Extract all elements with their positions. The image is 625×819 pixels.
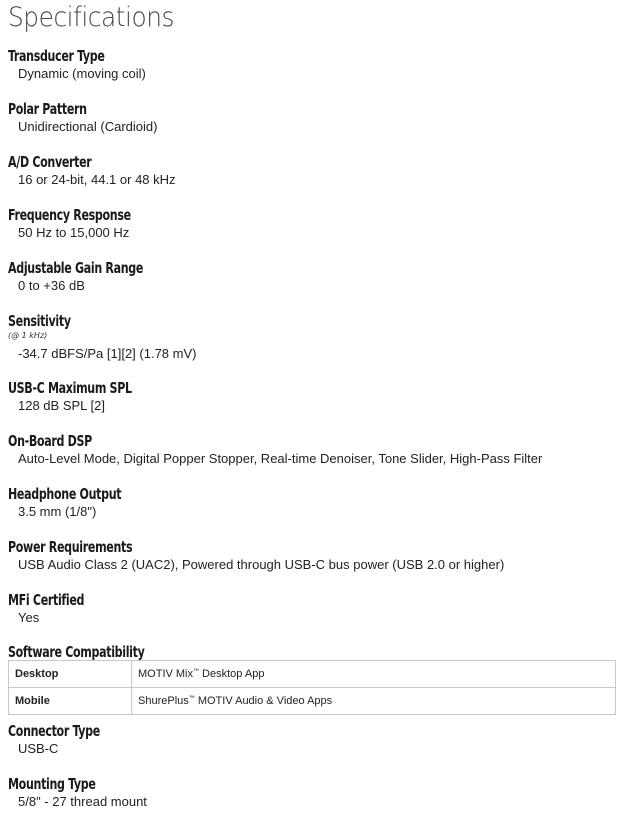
spec-value: USB Audio Class 2 (UAC2), Powered through USB-C bus power (USB 2.0 or higher) [18, 557, 505, 572]
spec-label: Software Compatibility [8, 643, 145, 661]
spec-transducer-type [8, 47, 618, 83]
app-name: MOTIV Mix [138, 668, 193, 680]
trademark-mark: ™ [193, 668, 199, 675]
spec-sensitivity [8, 312, 618, 363]
spec-label: MFi Certified [8, 591, 85, 609]
spec-connector-type [8, 722, 618, 758]
spec-value: USB-C [18, 741, 59, 756]
app-name: ShurePlus [138, 695, 189, 707]
table-cell-value [132, 661, 616, 688]
table-cell-key: Mobile [9, 688, 132, 715]
spec-usb-c-max-spl [8, 379, 618, 415]
table-row [9, 661, 616, 688]
spec-label: Connector Type [8, 722, 100, 740]
spec-software-compatibility [8, 643, 618, 661]
spec-label: Headphone Output [8, 485, 122, 503]
spec-note: (@ 1 kHz) [8, 331, 48, 340]
spec-on-board-dsp [8, 432, 618, 468]
page-title: Specifications [8, 2, 174, 33]
spec-label: Transducer Type [8, 47, 105, 65]
spec-value: 3.5 mm (1/8") [18, 504, 97, 519]
spec-label: Frequency Response [8, 206, 131, 224]
spec-value: Unidirectional (Cardioid) [18, 119, 158, 134]
spec-value: Dynamic (moving coil) [18, 66, 146, 81]
app-name-rest: Desktop App [199, 668, 265, 680]
spec-value: 50 Hz to 15,000 Hz [18, 225, 130, 240]
spec-label: A/D Converter [8, 153, 92, 171]
software-compatibility-table [8, 660, 616, 715]
spec-frequency-response [8, 206, 618, 242]
spec-value: -34.7 dBFS/Pa [1][2] (1.78 mV) [18, 346, 197, 361]
spec-value: 16 or 24-bit, 44.1 or 48 kHz [18, 172, 176, 187]
spec-label: USB-C Maximum SPL [8, 379, 132, 397]
spec-label: Sensitivity [8, 312, 71, 330]
spec-value: Auto-Level Mode, Digital Popper Stopper, Real-time Denoiser, Tone Slider, High-Pass Filter [18, 451, 543, 466]
spec-power-requirements [8, 538, 618, 574]
spec-polar-pattern [8, 100, 618, 136]
spec-ad-converter [8, 153, 618, 189]
spec-adjustable-gain-range [8, 259, 618, 295]
trademark-mark: ™ [188, 695, 195, 702]
spec-headphone-output [8, 485, 618, 521]
spec-label: Mounting Type [8, 775, 96, 793]
spec-value: 128 dB SPL [2] [18, 398, 105, 413]
spec-label: Polar Pattern [8, 100, 87, 118]
spec-value: 5/8" - 27 thread mount [18, 794, 147, 809]
spec-label: Power Requirements [8, 538, 133, 556]
spec-value: Yes [18, 610, 40, 625]
spec-label: On-Board DSP [8, 432, 92, 450]
table-row [9, 688, 616, 715]
spec-mounting-type [8, 775, 618, 811]
table-cell-value [132, 688, 616, 715]
table-cell-key: Desktop [9, 661, 132, 688]
spec-label: Adjustable Gain Range [8, 259, 144, 277]
spec-mfi-certified [8, 591, 618, 627]
spec-value: 0 to +36 dB [18, 278, 85, 293]
app-name-rest: MOTIV Audio & Video Apps [194, 695, 333, 707]
